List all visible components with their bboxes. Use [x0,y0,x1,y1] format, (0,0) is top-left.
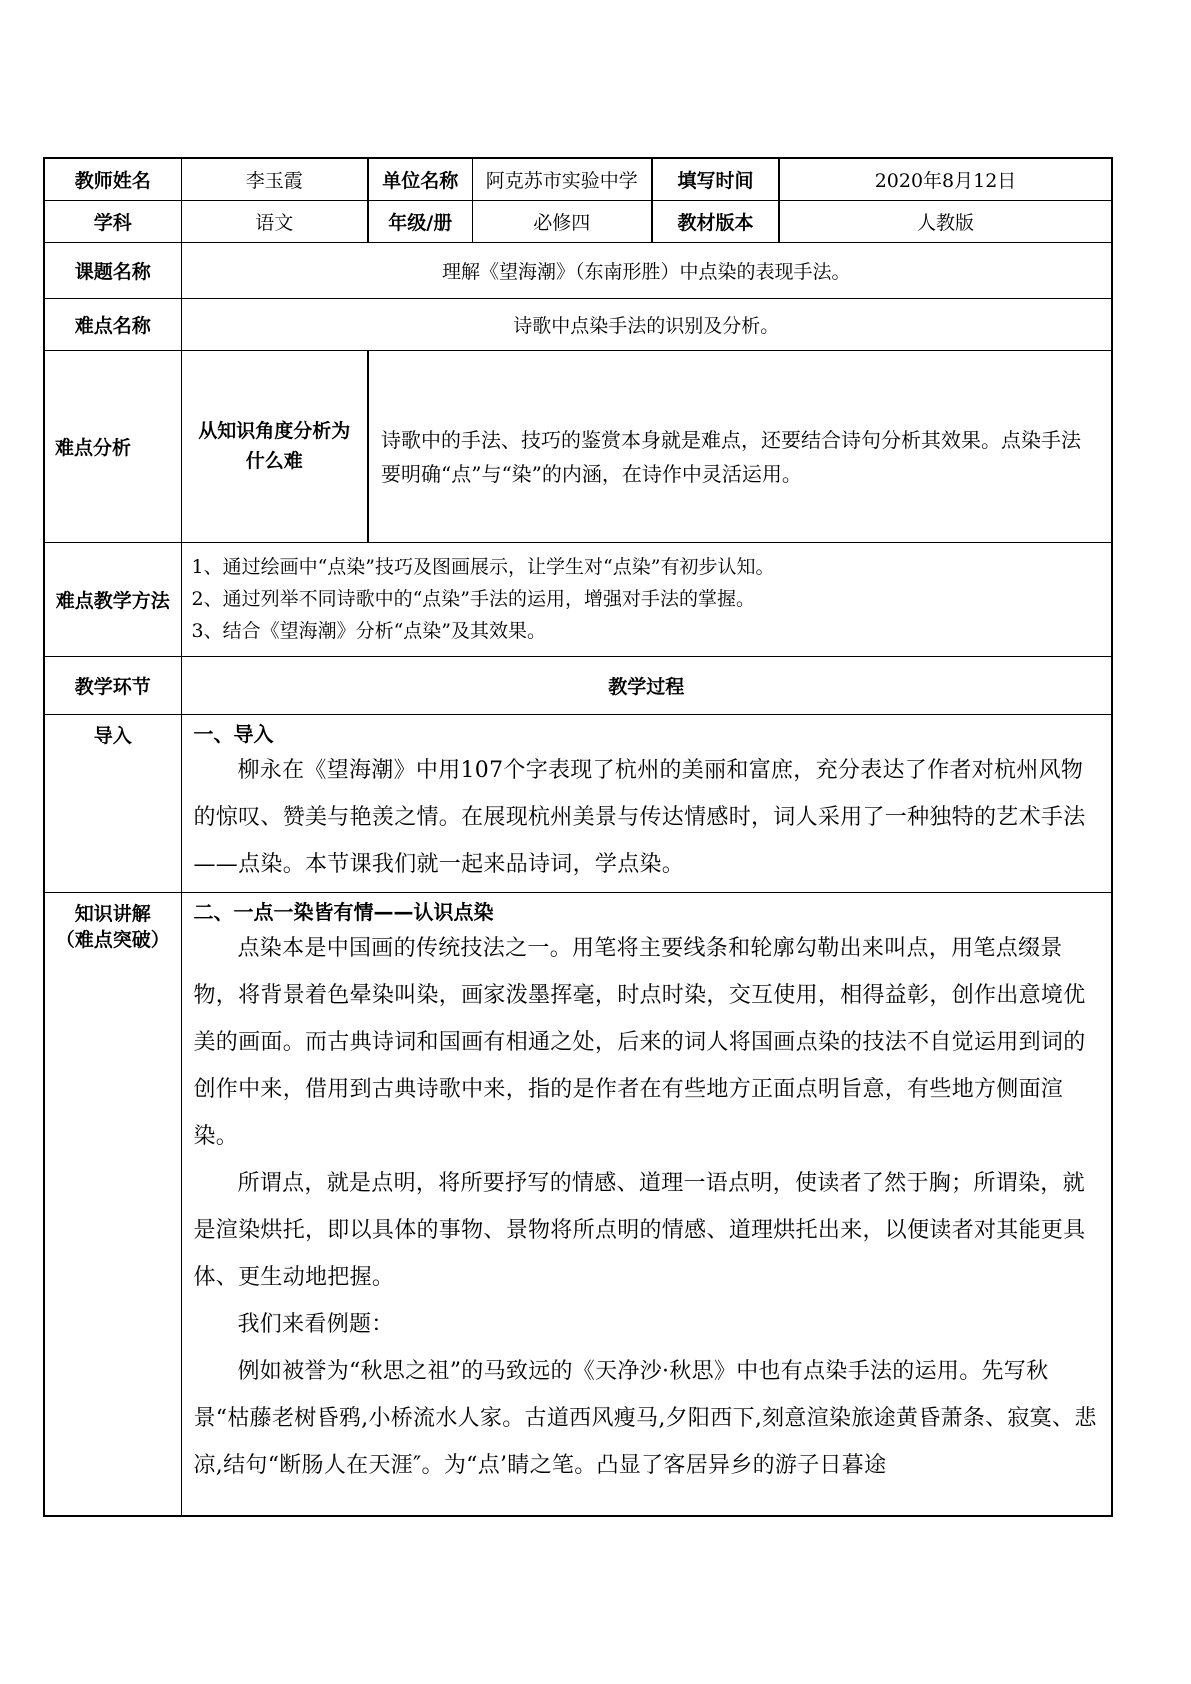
teacher-label: 教师姓名 [44,158,181,200]
knowledge-stage-line-2: （难点突破） [55,928,170,951]
process-header-row [44,656,1112,714]
lesson-plan-sheet [43,157,1111,1502]
knowledge-stage-line-1: 知识讲解 [74,902,151,925]
method-label: 难点教学方法 [44,542,181,656]
header-row-1 [44,158,1112,200]
lesson-plan-table [43,157,1113,1517]
intro-paragraph: 柳永在《望海潮》中用107个字表现了杭州的美丽和富庶，充分表达了作者对杭州风物的惊叹、赞美与艳羡之情。在展现杭州美景与传达情感时，词人采用了一种独特的艺术手法——点染。本节课我们就一起来品诗词，学点染。 [193,757,1086,877]
edition-value: 人教版 [779,200,1112,242]
edition-label: 教材版本 [652,200,779,242]
intro-heading: 一、导入 [193,721,274,746]
grade-label: 年级/册 [368,200,472,242]
grade-value: 必修四 [472,200,652,242]
teacher-value: 李玉霞 [181,158,368,200]
method-item-3: 3、结合《望海潮》分析“点染”及其效果。 [191,620,547,642]
difficulty-row [44,298,1112,350]
stage-column-header: 教学环节 [44,656,181,714]
topic-row [44,242,1112,298]
knowledge-content [181,892,1112,1516]
knowledge-paragraph-2: 所谓点，就是点明，将所要抒写的情感、道理一语点明，使读者了然于胸；所谓染，就是渲染烘托，即以具体的事物、景物将所点明的情感、道理烘托出来，以便读者对其能更具体、更生动地把握。 [193,1170,1086,1290]
method-item-1: 1、通过绘画中“点染”技巧及图画展示，让学生对“点染”有初步认知。 [191,556,775,578]
process-column-header: 教学过程 [181,656,1112,714]
date-label: 填写时间 [652,158,779,200]
method-item-2: 2、通过列举不同诗歌中的“点染”手法的运用，增强对手法的掌握。 [191,588,756,610]
subject-label: 学科 [44,200,181,242]
knowledge-row [44,892,1112,1516]
intro-stage-label: 导入 [44,714,181,892]
method-row [44,542,1112,656]
subject-value: 语文 [181,200,368,242]
knowledge-stage-label [44,892,181,1516]
topic-value: 理解《望海潮》（东南形胜）中点染的表现手法。 [181,242,1112,298]
analysis-value: 诗歌中的手法、技巧的鉴赏本身就是难点，还要结合诗句分析其效果。点染手法要明确“点”与“染”的内涵，在诗作中灵活运用。 [368,350,1112,542]
knowledge-paragraph-1: 点染本是中国画的传统技法之一。用笔将主要线条和轮廓勾勒出来叫点，用笔点缀景物，将背景着色晕染叫染，画家泼墨挥毫，时点时染，交互使用，相得益彰，创作出意境优美的画面。而古典诗词和国画有相通之处，后来的词人将国画点染的技法不自觉运用到词的创作中来，借用到古典诗歌中来，指的是作者在有些地方正面点明旨意，有些地方侧面渲染。 [193,935,1086,1149]
analysis-sub-label: 从知识角度分析为什么难 [181,350,368,542]
header-row-2 [44,200,1112,242]
knowledge-paragraph-4: 例如被誉为“秋思之祖”的马致远的《天净沙·秋思》中也有点染手法的运用。先写秋景“枯藤老树昏鸦,小桥流水人家。古道西风瘦马,夕阳西下,刻意渲染旅途黄昏萧条、寂寞、悲凉,结句“断肠人在天涯″。为“点’睛之笔。凸显了客居异乡的游子日暮途 [193,1358,1097,1478]
unit-value: 阿克苏市实验中学 [472,158,652,200]
analysis-label: 难点分析 [44,350,181,542]
knowledge-paragraph-3: 我们来看例题： [237,1311,394,1337]
difficulty-label: 难点名称 [44,298,181,350]
method-list [181,542,1112,656]
date-value: 2020年8月12日 [779,158,1112,200]
analysis-row [44,350,1112,542]
intro-content [181,714,1112,892]
difficulty-value: 诗歌中点染手法的识别及分析。 [181,298,1112,350]
topic-label: 课题名称 [44,242,181,298]
knowledge-heading: 二、一点一染皆有情——认识点染 [193,899,494,924]
unit-label: 单位名称 [368,158,472,200]
intro-row [44,714,1112,892]
